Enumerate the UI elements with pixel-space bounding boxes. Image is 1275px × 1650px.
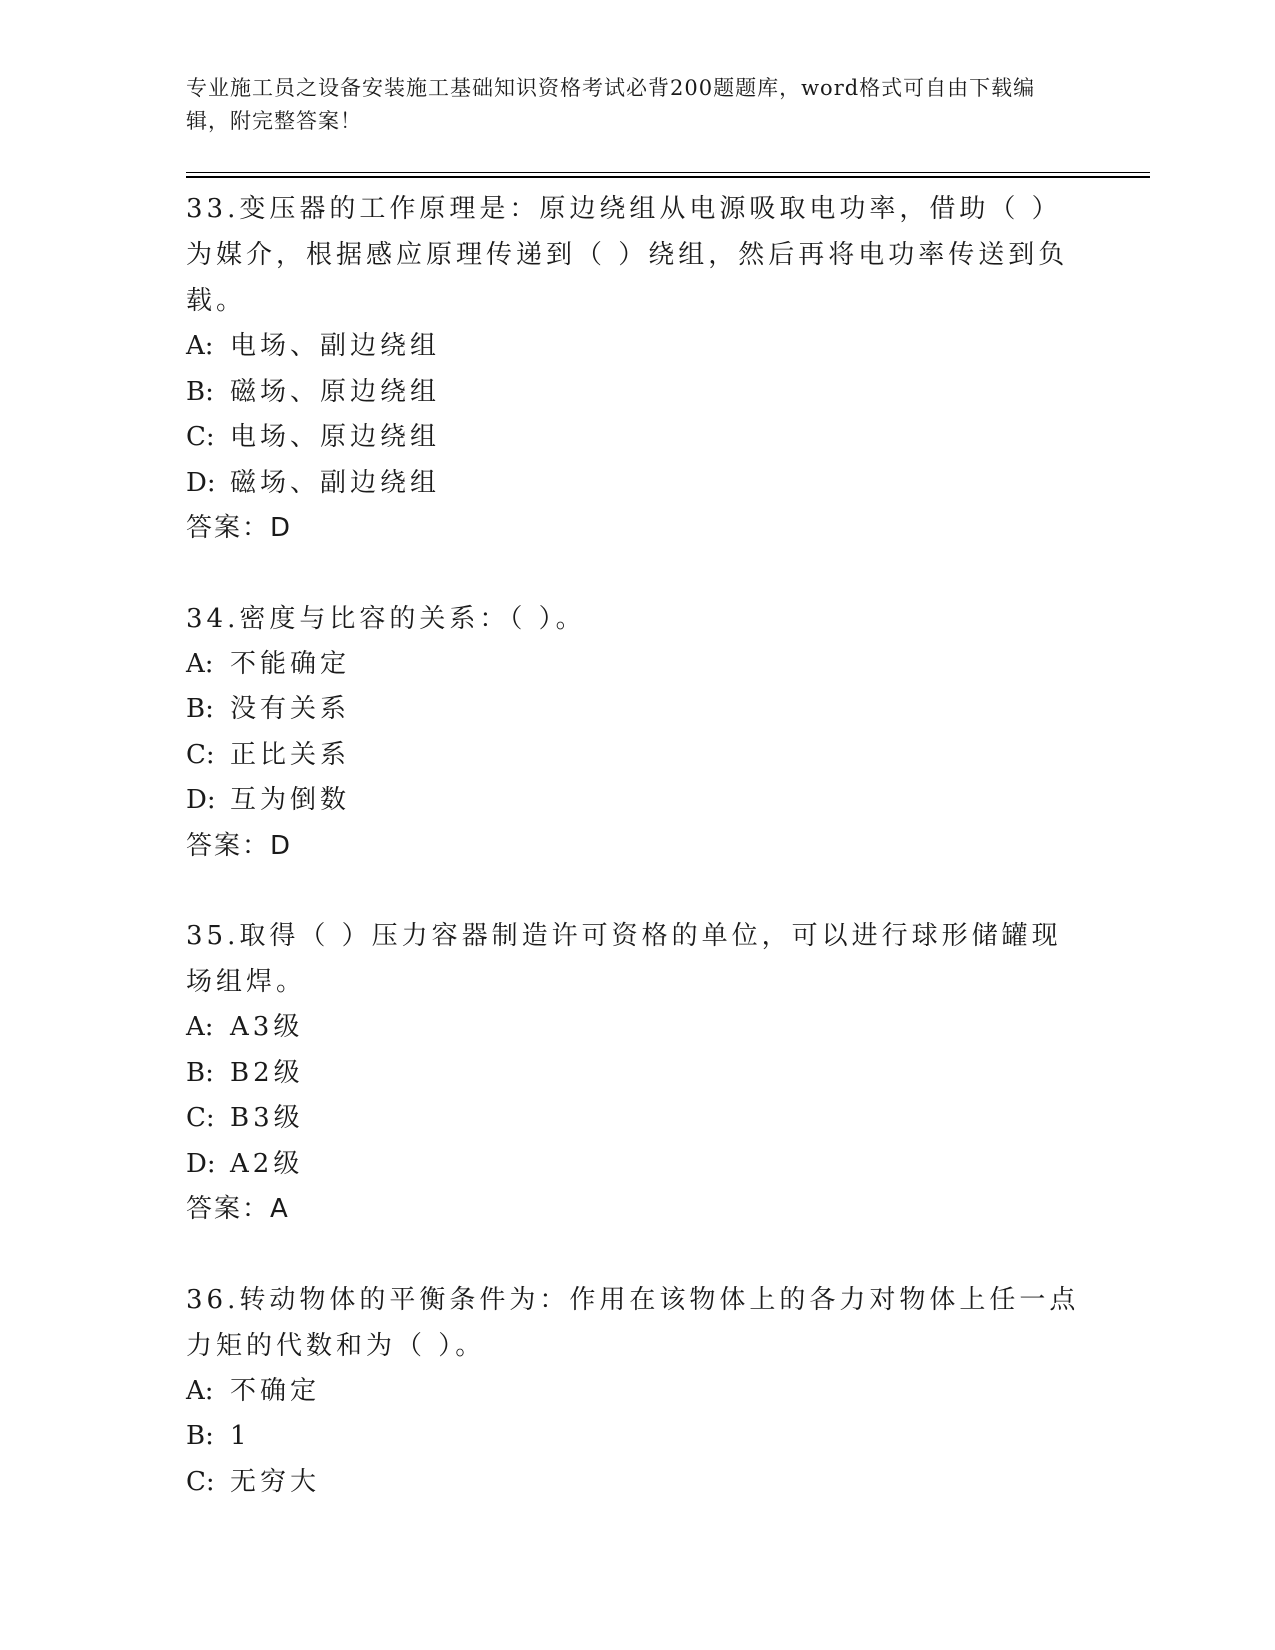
option-letter: B:	[186, 694, 214, 724]
option-text: 电场、副边绕组	[230, 331, 441, 361]
question-36	[186, 1277, 1086, 1506]
question-stem: 35.取得（ ）压力容器制造许可资格的单位，可以进行球形储罐现场组焊。	[186, 921, 1062, 997]
option-letter: D:	[186, 785, 216, 815]
option-d	[186, 461, 1086, 507]
option-a	[186, 642, 1086, 688]
option-text: 磁场、副边绕组	[230, 467, 441, 498]
option-text: 不确定	[230, 1375, 321, 1406]
option-text: 1	[230, 1421, 251, 1451]
option-b	[186, 687, 1086, 733]
question-35	[186, 913, 1086, 1233]
option-letter: A:	[186, 331, 214, 361]
option-letter: C:	[186, 1103, 215, 1133]
option-letter: A:	[186, 1012, 214, 1042]
option-b	[186, 1051, 1086, 1097]
header-divider-thick	[186, 176, 1150, 178]
header-divider-thin	[186, 172, 1150, 173]
option-text: B2级	[230, 1057, 304, 1088]
option-letter: A:	[186, 1375, 214, 1406]
option-letter: B:	[186, 376, 214, 407]
answer-line: 答案：D	[186, 513, 293, 543]
option-a	[186, 1005, 1086, 1051]
option-c	[186, 733, 1086, 779]
option-c	[186, 1096, 1086, 1142]
option-a	[186, 324, 1086, 370]
option-letter: C:	[186, 739, 215, 770]
option-letter: D:	[186, 1148, 216, 1179]
option-letter: B:	[186, 1057, 214, 1088]
option-letter: B:	[186, 1421, 214, 1451]
option-text: 没有关系	[230, 694, 351, 724]
option-letter: A:	[186, 648, 214, 679]
option-text: 电场、原边绕组	[230, 422, 441, 452]
question-33	[186, 186, 1086, 552]
question-stem: 33.变压器的工作原理是：原边绕组从电源吸取电功率，借助（ ）为媒介，根据感应原理传递到（ ）绕组，然后再将电功率传送到负载。	[186, 194, 1069, 316]
option-letter: C:	[186, 1466, 215, 1497]
option-text: 磁场、原边绕组	[230, 376, 441, 407]
option-letter: C:	[186, 422, 215, 452]
option-c	[186, 415, 1086, 461]
option-letter: D:	[186, 467, 216, 498]
option-d	[186, 1142, 1086, 1188]
option-text: 无穷大	[230, 1466, 321, 1497]
question-34	[186, 596, 1086, 870]
option-b	[186, 1414, 1086, 1460]
option-d	[186, 778, 1086, 824]
question-list	[186, 186, 1086, 1549]
option-text: 正比关系	[230, 739, 351, 770]
document-header: 专业施工员之设备安装施工基础知识资格考试必背200题题库，word格式可自由下载编辑，附完整答案！	[186, 76, 1036, 133]
option-text: 互为倒数	[230, 785, 351, 815]
option-a	[186, 1369, 1086, 1415]
answer-line: 答案：A	[186, 1194, 290, 1224]
option-b	[186, 370, 1086, 416]
answer-line: 答案：D	[186, 830, 293, 861]
option-text: A3级	[230, 1012, 304, 1042]
option-text: 不能确定	[230, 648, 351, 679]
question-stem: 36.转动物体的平衡条件为：作用在该物体上的各力对物体上任一点力矩的代数和为（ ）。	[186, 1284, 1080, 1361]
question-stem: 34.密度与比容的关系：（ ）。	[186, 603, 586, 634]
option-text: A2级	[230, 1148, 304, 1179]
option-text: B3级	[230, 1103, 304, 1133]
option-c	[186, 1460, 1086, 1506]
